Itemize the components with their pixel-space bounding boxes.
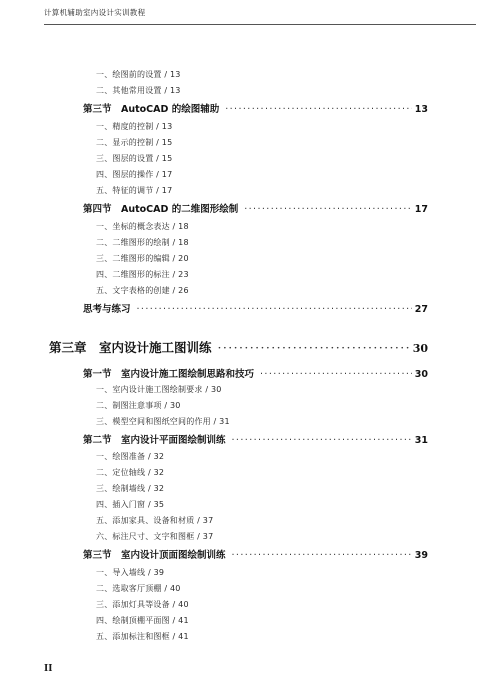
toc-subentry: 一、导入墙线 / 39 xyxy=(96,568,165,577)
section-title: 第四节 AutoCAD 的二维图形绘制 xyxy=(83,204,239,215)
toc-subentry: 二、制图注意事项 / 30 xyxy=(96,401,181,410)
dot-leader xyxy=(225,104,412,115)
toc-subentry: 二、显示的控制 / 15 xyxy=(96,138,173,147)
toc-subentry: 二、选取客厅顶棚 / 40 xyxy=(96,584,181,593)
toc-section-entry xyxy=(83,201,428,215)
section-title: 第三节 室内设计顶面图绘制训练 xyxy=(83,550,226,561)
page-ref: 30 xyxy=(414,369,428,380)
toc-subentry: 三、添加灯具等设备 / 40 xyxy=(96,600,189,609)
dot-leader xyxy=(218,340,410,355)
page-number: II xyxy=(44,664,53,674)
toc-subentry: 五、文字表格的创建 / 26 xyxy=(96,286,189,295)
chapter-title: 第三章 室内设计施工图训练 xyxy=(49,340,212,355)
toc-subentry: 二、二维图形的绘制 / 18 xyxy=(96,238,189,247)
section-title: 第三节 AutoCAD 的绘图辅助 xyxy=(83,104,220,115)
toc-subentry: 一、绘图准备 / 32 xyxy=(96,452,165,461)
toc-subentry: 三、绘制墙线 / 32 xyxy=(96,484,165,493)
toc-subentry: 四、插入门窗 / 35 xyxy=(96,500,165,509)
page-ref: 13 xyxy=(414,104,428,115)
toc-subentry: 五、特征的调节 / 17 xyxy=(96,186,173,195)
toc-subentry: 五、添加标注和图框 / 41 xyxy=(96,632,189,641)
toc-subentry: 四、二维图形的标注 / 23 xyxy=(96,270,189,279)
toc-subentry: 六、标注尺寸、文字和图框 / 37 xyxy=(96,532,214,541)
toc-subentry: 二、其他常用设置 / 13 xyxy=(96,86,181,95)
dot-leader xyxy=(137,304,412,315)
toc-subentry: 三、二维图形的编辑 / 20 xyxy=(96,254,189,263)
dot-leader xyxy=(260,369,412,380)
dot-leader xyxy=(244,204,412,215)
toc-subentry: 三、模型空间和图纸空间的作用 / 31 xyxy=(96,417,230,426)
toc-section-entry xyxy=(83,101,428,115)
section-title: 第二节 室内设计平面图绘制训练 xyxy=(83,435,226,446)
toc-subentry: 一、精度的控制 / 13 xyxy=(96,122,173,131)
toc-section-entry xyxy=(83,547,428,561)
toc-subentry: 四、图层的操作 / 17 xyxy=(96,170,173,179)
toc-chapter-entry xyxy=(49,338,428,356)
toc-subentry: 一、坐标的概念表达 / 18 xyxy=(96,222,189,231)
running-header: 计算机辅助室内设计实训教程 xyxy=(44,8,146,17)
toc-subentry: 四、绘制顶棚平面图 / 41 xyxy=(96,616,189,625)
dot-leader xyxy=(232,550,412,561)
section-title: 第一节 室内设计施工图绘制思路和技巧 xyxy=(83,369,255,380)
page-ref: 17 xyxy=(414,204,428,215)
toc-subentry: 一、室内设计施工图绘制要求 / 30 xyxy=(96,385,222,394)
toc-section-entry xyxy=(83,432,428,446)
toc-section-entry xyxy=(83,366,428,380)
dot-leader xyxy=(232,435,412,446)
page-ref: 39 xyxy=(414,550,428,561)
page-ref: 30 xyxy=(412,342,428,355)
toc-subentry: 一、绘图前的设置 / 13 xyxy=(96,70,181,79)
toc-subentry: 五、添加家具、设备和材质 / 37 xyxy=(96,516,214,525)
toc-section-entry xyxy=(83,301,428,315)
toc-subentry: 二、定位轴线 / 32 xyxy=(96,468,165,477)
page-ref: 31 xyxy=(414,435,428,446)
page-ref: 27 xyxy=(414,304,428,315)
toc-subentry: 三、图层的设置 / 15 xyxy=(96,154,173,163)
section-title: 思考与练习 xyxy=(83,304,131,315)
